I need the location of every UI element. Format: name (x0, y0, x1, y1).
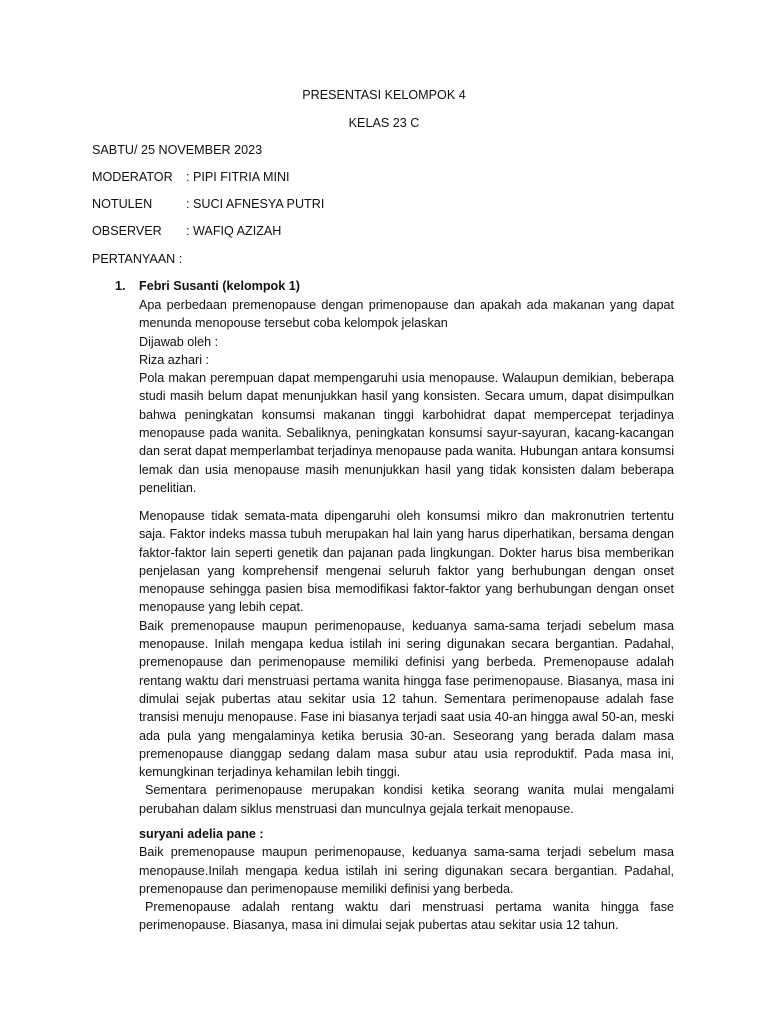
notulen-row (92, 197, 324, 211)
answered-by-label: Dijawab oleh : (139, 334, 219, 349)
notulen-value: : SUCI AFNESYA PUTRI (186, 197, 325, 211)
moderator-row (92, 170, 290, 184)
moderator-value: : PIPI FITRIA MINI (186, 170, 290, 184)
second-answer (139, 825, 674, 935)
observer-row (92, 224, 281, 238)
question-number: 1. (115, 279, 126, 293)
answerer-name: suryani adelia pane : (139, 827, 264, 841)
answerer-name: Riza azhari : (139, 352, 209, 367)
class-label: KELAS 23 C (348, 116, 420, 130)
answer-paragraph: Pola makan perempuan dapat mempengaruhi usia menopause. Walaupun demikian, beberapa studi masih belum dapat menunjukkan hasil yang konsisten. Secara umum, dapat disimpulkan bahwa peningkatan konsumsi makanan tinggi karbohidrat dapat mempercepat terjadinya menopause pada wanita. Sebaliknya, peningkatan konsumsi sayur-sayuran, kacang-kacangan dan serat dapat memperlambat terjadinya menopause pada wanita. Hubungan antara konsumsi lemak dan usia menopause masih menunjukkan hasil yang tidak konsisten dalam beberapa penelitian. (139, 371, 674, 495)
observer-label: OBSERVER (92, 224, 162, 238)
answer-paragraph: Premenopause adalah rentang waktu dari menstruasi pertama wanita hingga fase perimenopause. Biasanya, masa ini dimulai sejak pubertas atau sekitar usia 12 tahun. (139, 900, 674, 933)
question-text: Apa perbedaan premenopause dengan primenopause dan apakah ada makanan yang dapat menunda menopouse tersebut coba kelompok jelaskan (139, 298, 674, 331)
date-line: SABTU/ 25 NOVEMBER 2023 (92, 143, 263, 157)
answer-paragraph: Baik premenopause maupun perimenopause, keduanya sama-sama terjadi sebelum masa menopause.Inilah mengapa kedua istilah ini sering digunakan secara bergantian. Padahal, premenopause dan perimenopause memiliki definisi yang berbeda. (139, 845, 674, 896)
moderator-label: MODERATOR (92, 170, 173, 184)
document-title: PRESENTASI KELOMPOK 4 (302, 88, 466, 102)
answer-paragraph: Sementara perimenopause merupakan kondisi ketika seorang wanita mulai mengalami perubahan dalam siklus menstruasi dan munculnya gejala terkait menopause. (139, 783, 674, 816)
observer-value: : WAFIQ AZIZAH (186, 224, 282, 238)
question-body (139, 296, 674, 497)
answer-continuation (139, 507, 674, 818)
answer-paragraph: Menopause tidak semata-mata dipengaruhi oleh konsumsi mikro dan makronutrien tertentu saja. Faktor indeks massa tubuh merupakan hal lain yang harus diperhatikan, bersama dengan faktor-faktor lain seperti genetik dan pajanan pada lingkungan. Dokter harus bisa memberikan penjelasan yang komprehensif mengenai seluruh faktor yang berhubungan dengan onset menopause sehingga pasien bisa memodifikasi faktor-faktor yang berhubungan dengan onset menopause yang lebih cepat. (139, 509, 674, 615)
answer-paragraph: Baik premenopause maupun perimenopause, keduanya sama-sama terjadi sebelum masa menopause. Inilah mengapa kedua istilah ini sering digunakan secara bergantian. Padahal, premenopause dan perimenopause memiliki definisi yang berbeda. Premenopause adalah rentang waktu dari menstruasi pertama wanita hingga fase perimenopause. Biasanya, masa ini dimulai sejak pubertas atau sekitar usia 12 tahun. Sementara perimenopause adalah fase transisi menuju menopause. Fase ini biasanya terjadi saat usia 40-an hingga awal 50-an, meski ada pula yang mengalaminya ketika berusia 30-an. Seseorang yang berada dalam masa premenopause dianggap sedang dalam masa subur atau usia reproduktif. Pada masa ini, kemungkinan terjadinya kehamilan lebih tinggi. (139, 618, 674, 780)
question-asker: Febri Susanti (kelompok 1) (139, 279, 300, 293)
questions-label: PERTANYAAN : (92, 252, 183, 266)
notulen-label: NOTULEN (92, 197, 153, 211)
